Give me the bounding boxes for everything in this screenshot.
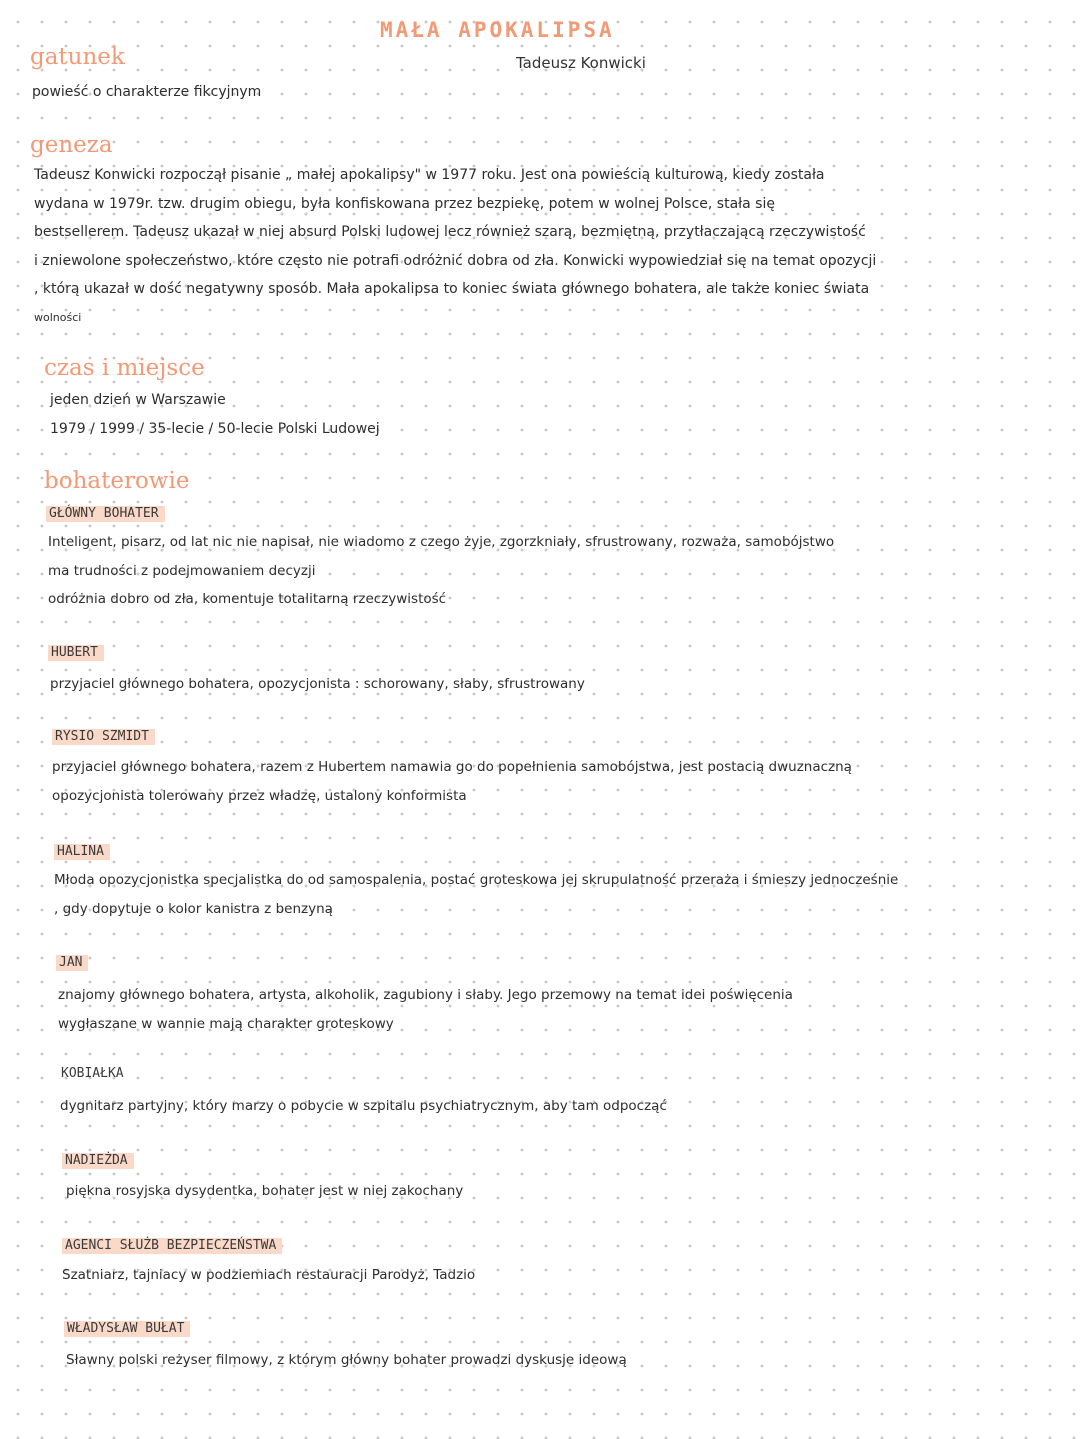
geneza-line: , którą ukazał w dość negatywny sposób. Mała apokalipsa to koniec świata głównego bohatera, ale także koniec świata (34, 281, 870, 297)
character-line: Młoda opozycjonistka specjalistka do od samospalenia, postać groteskowa jej skrupulatność przeraża i śmieszy jednocześnie (54, 872, 899, 888)
character-line: dygnitarz partyjny, który marzy o pobycie w szpitalu psychiatrycznym, aby tam odpocząć (60, 1098, 667, 1114)
character-line: , gdy dopytuje o kolor kanistra z benzyną (54, 900, 333, 917)
heading-czas-i-miejsce: czas i miejsce (44, 355, 205, 381)
character-line: odróżnia dobro od zła, komentuje totalitarną rzeczywistość (48, 591, 447, 607)
geneza-line: i zniewolone społeczeństwo, które często nie potrafi odróżnić dobra od zła. Konwicki wypowiedział się na temat opozycji (34, 252, 877, 269)
heading-gatunek: gatunek (30, 44, 125, 70)
heading-bohaterowie: bohaterowie (44, 468, 190, 494)
character-line: Sławny polski reżyser filmowy, z którym główny bohater prowadzi dyskusje ideową (66, 1352, 627, 1368)
character-description (60, 1092, 667, 1121)
character-line: ma trudności z podejmowaniem decyzji (48, 562, 316, 579)
geneza-line: wydana w 1979r. tzw. drugim obiegu, była konfiskowana przez bezpiekę, potem w wolnej Polsce, stała się (34, 195, 775, 212)
character-line: znajomy głównego bohatera, artysta, alkoholik, zagubiony i słaby. Jego przemowy na temat idei poświęcenia (58, 987, 793, 1003)
character-name: HUBERT (48, 645, 104, 661)
character-description (66, 1346, 627, 1375)
character-description (48, 528, 834, 614)
czas-line: jeden dzień w Warszawie (50, 392, 226, 408)
character-name: WŁADYSŁAW BUŁAT (64, 1321, 190, 1337)
gatunek-text: powieść o charakterze fikcyjnym (32, 84, 262, 100)
character-description (54, 866, 898, 923)
character-description (66, 1177, 463, 1206)
character-name: HALINA (54, 844, 110, 860)
character-name: GŁÓWNY BOHATER (46, 506, 165, 522)
character-line: wygłaszane w wannie mają charakter groteskowy (58, 1015, 394, 1032)
heading-geneza: geneza (30, 132, 113, 158)
character-description (52, 753, 852, 810)
character-line: opozycjonista tolerowany przez władzę, ustalony konformista (52, 787, 467, 804)
czas-text (50, 386, 380, 443)
character-line: Inteligent, pisarz, od lat nic nie napisał, nie wiadomo z czego żyje, zgorzkniały, sfrustrowany, rozważa, samobójstwo (48, 534, 835, 550)
character-name: JAN (56, 955, 88, 971)
character-line: Szatniarz, tajniacy w podziemiach restauracji Parodyż, Tadzio (62, 1267, 476, 1283)
character-name: KOBIAŁKA (61, 1066, 124, 1081)
character-name: RYSIO SZMIDT (52, 729, 155, 745)
geneza-paragraph (34, 161, 876, 332)
character-description (50, 670, 585, 699)
page-title: MAŁA APOKALIPSA (380, 18, 615, 42)
czas-line: 1979 / 1999 / 35-lecie / 50-lecie Polski Ludowej (50, 420, 380, 437)
character-description (62, 1261, 475, 1290)
character-line: przyjaciel głównego bohatera, razem z Hubertem namawia go do popełnienia samobójstwa, jest postacią dwuznaczną (52, 759, 852, 775)
geneza-line: wolności (34, 310, 82, 324)
geneza-line: Tadeusz Konwicki rozpoczął pisanie „ małej apokalipsy" w 1977 roku. Jest ona powieścią kulturową, kiedy została (34, 167, 825, 183)
character-description (58, 981, 793, 1038)
character-line: piękna rosyjska dysydentka, bohater jest w niej zakochany (66, 1183, 464, 1199)
author-name: Tadeusz Konwicki (516, 54, 646, 72)
character-line: przyjaciel głównego bohatera, opozycjonista : schorowany, słaby, sfrustrowany (50, 676, 585, 692)
character-name: AGENCI SŁUŻB BEZPIECZEŃSTWA (62, 1238, 282, 1254)
character-name: NADIEŻDA (62, 1153, 134, 1169)
geneza-line: bestsellerem. Tadeusz ukazał w niej absurd Polski ludowej lecz również szarą, bezmiętną, przytłaczającą rzeczywistość (34, 224, 866, 240)
